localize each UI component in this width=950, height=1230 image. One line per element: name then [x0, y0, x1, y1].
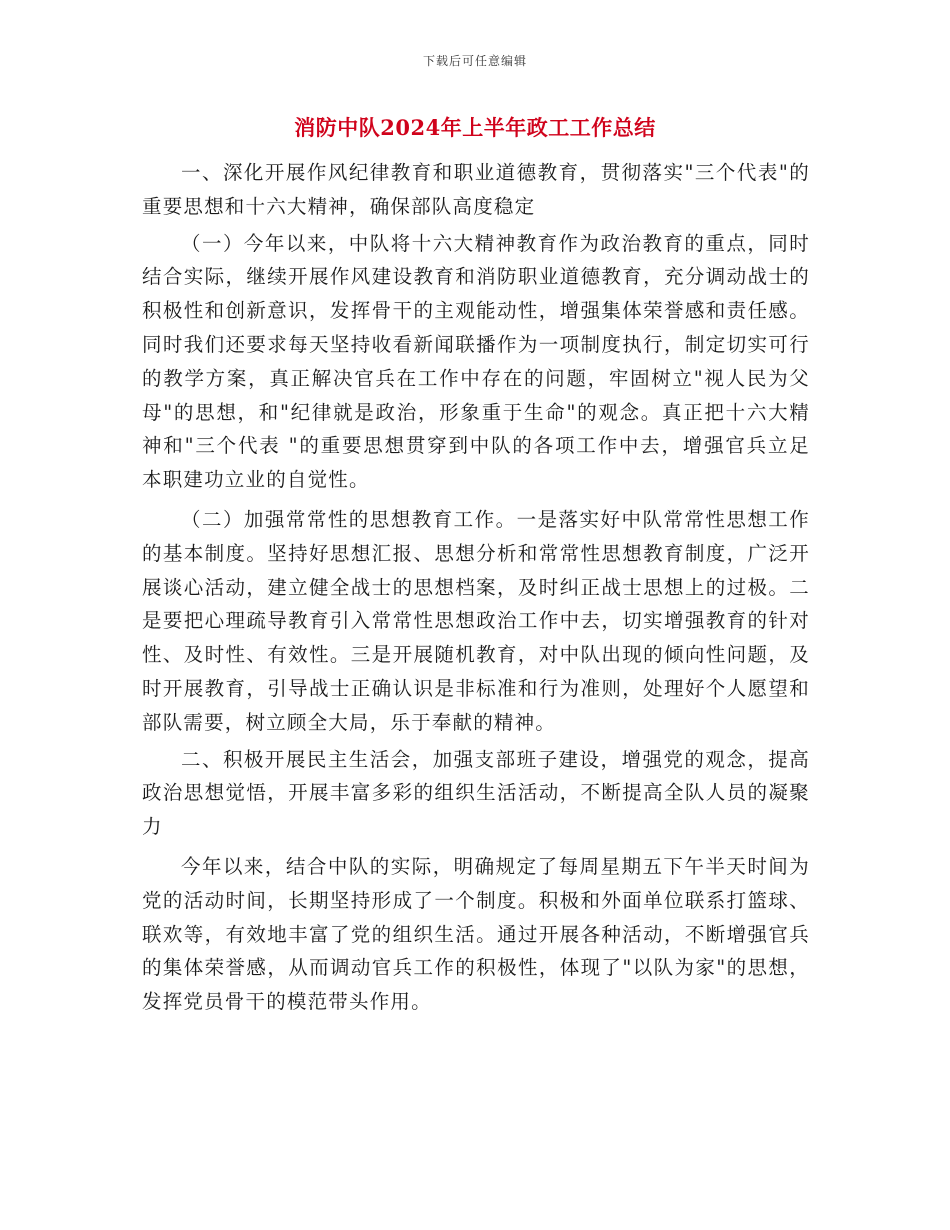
paragraph-3: 今年以来，结合中队的实际，明确规定了每周星期五下午半天时间为党的活动时间，长期坚持形成了一个制度。积极和外面单位联系打篮球、联欢等，有效地丰富了党的组织生活。通过开展各种活动，不断增强官兵的集体荣誉感，从而调动官兵工作的积极性，体现了"以队为家"的思想，发挥党员骨干的模范带头作用。: [142, 854, 810, 1014]
paragraph-2: （二）加强常常性的思想教育工作。一是落实好中队常常性思想工作的基本制度。坚持好思想汇报、思想分析和常常性思想教育制度，广泛开展谈心活动，建立健全战士的思想档案，及时纠正战士思想上的过极。二是要把心理疏导教育引入常常性思想政治工作中去，切实增强教育的针对性、及时性、有效性。三是开展随机教育，对中队出现的倾向性问题，及时开展教育，引导战士正确认识是非标准和行为准则，处理好个人愿望和部队需要，树立顾全大局，乐于奉献的精神。: [142, 507, 810, 734]
section-heading-2: 二、积极开展民主生活会，加强支部班子建设，增强党的观念，提高政治思想觉悟，开展丰富多彩的组织生活活动，不断提高全队人员的凝聚力: [142, 747, 810, 839]
page-header-note: 下载后可任意编辑: [422, 54, 527, 68]
paragraph-1: （一）今年以来，中队将十六大精神教育作为政治教育的重点，同时结合实际，继续开展作风建设教育和消防职业道德教育，充分调动战士的积极性和创新意识，发挥骨干的主观能动性，增强集体荣誉感和责任感。同时我们还要求每天坚持收看新闻联播作为一项制度执行，制定切实可行的教学方案，真正解决官兵在工作中存在的问题，牢固树立"视人民为父母"的思想，和"纪律就是政治，形象重于生命"的观念。真正把十六大精神和"三个代表 "的重要思想贯穿到中队的各项工作中去，增强官兵立足本职建功立业的自觉性。: [142, 231, 810, 492]
document-title: 消防中队2024年上半年政工工作总结: [294, 115, 656, 140]
section-heading-1: 一、深化开展作风纪律教育和职业道德教育，贯彻落实"三个代表"的重要思想和十六大精神，确保部队高度稳定: [142, 161, 810, 218]
document-body: [142, 156, 810, 1022]
